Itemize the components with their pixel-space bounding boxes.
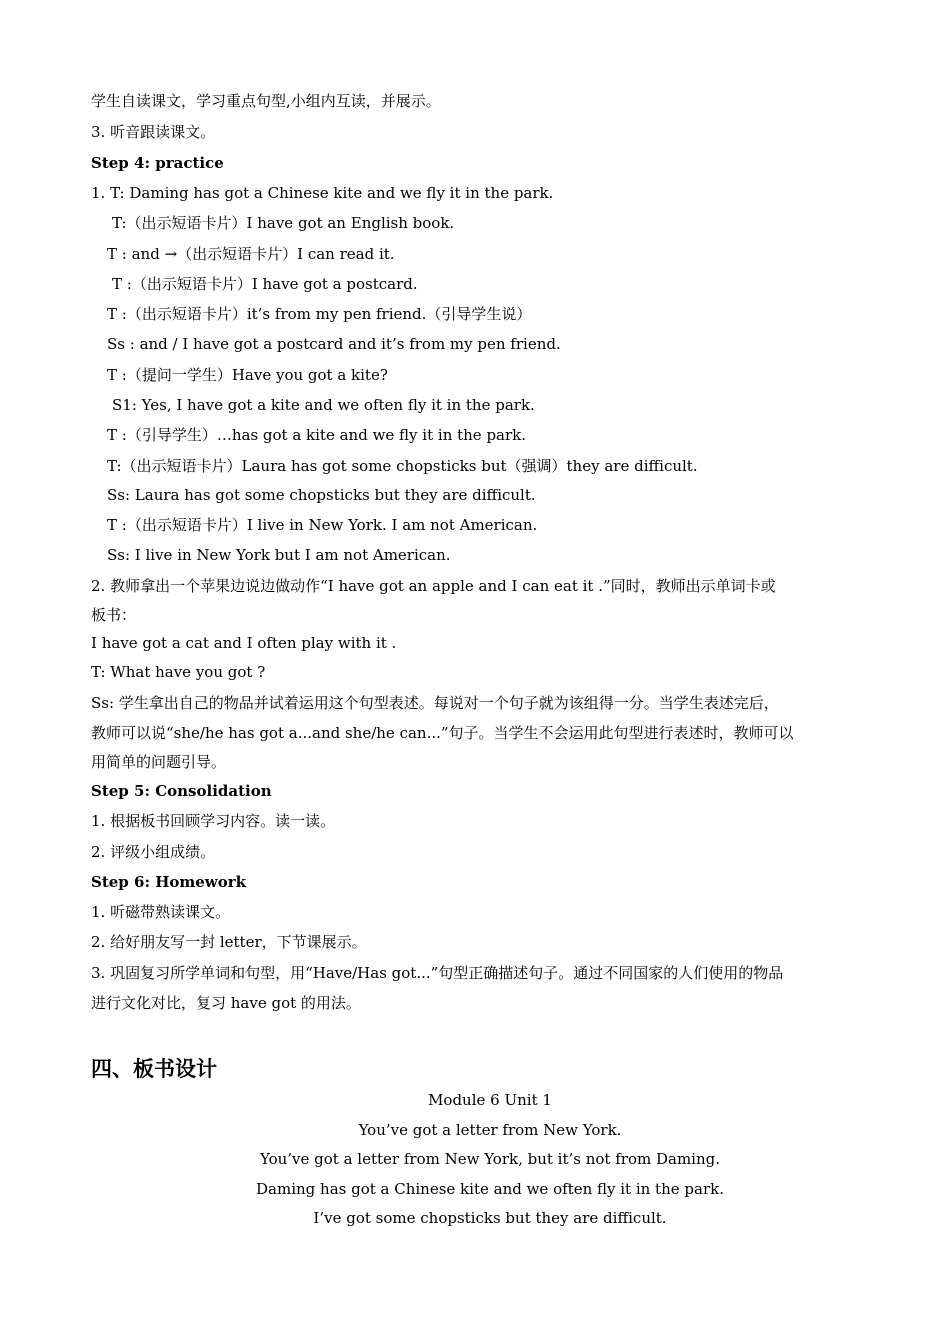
dialogue-line: T :（提问一学生）Have you got a kite? bbox=[107, 366, 388, 384]
text-line: 1. 听磁带熟读课文。 bbox=[91, 903, 231, 921]
dialogue-line: Ss : and / I have got a postcard and it’s from my pen friend. bbox=[107, 335, 561, 353]
text-line: Ss: 学生拿出自己的物品并试着运用这个句型表述。每说对一个句子就为该组得一分。当学生表述完后， bbox=[91, 694, 779, 712]
section-title: 四、板书设计 bbox=[91, 1057, 217, 1081]
text-line: 3. 听音跟读课文。 bbox=[91, 123, 216, 141]
dialogue-line: T:（出示短语卡片）I have got an English book. bbox=[112, 214, 455, 232]
text-line: 2. 教师拿出一个苹果边说边做动作“I have got an apple and I can eat it .”同时，教师出示单词卡或 bbox=[91, 577, 776, 595]
dialogue-line: S1: Yes, I have got a kite and we often fly it in the park. bbox=[112, 396, 535, 414]
dialogue-line: T:（出示短语卡片）Laura has got some chopsticks but（强调）they are difficult. bbox=[107, 457, 698, 475]
dialogue-line: T :（出示短语卡片）I have got a postcard. bbox=[112, 275, 418, 293]
text-line: 1. T: Daming has got a Chinese kite and we fly it in the park. bbox=[91, 184, 554, 202]
dialogue-line: T :（出示短语卡片）I live in New York. I am not American. bbox=[107, 516, 538, 534]
step-heading: Step 4: practice bbox=[91, 154, 224, 172]
text-line: 2. 给好朋友写一封 letter，下节课展示。 bbox=[91, 933, 367, 951]
dialogue-line: Ss: Laura has got some chopsticks but they are difficult. bbox=[107, 486, 536, 504]
text-line: 进行文化对比，复习 have got 的用法。 bbox=[91, 994, 361, 1012]
dialogue-line: Ss: I live in New York but I am not American. bbox=[107, 546, 451, 564]
dialogue-line: T : and →（出示短语卡片）I can read it. bbox=[107, 245, 395, 263]
text-line: 用简单的问题引导。 bbox=[91, 753, 227, 771]
text-line: 2. 评级小组成绩。 bbox=[91, 843, 216, 861]
text-line: 教师可以说“she/he has got a...and she/he can...”句子。当学生不会运用此句型进行表述时，教师可以 bbox=[91, 724, 794, 742]
step-heading: Step 5: Consolidation bbox=[91, 782, 272, 800]
board-title: Module 6 Unit 1 bbox=[428, 1091, 552, 1109]
text-line: 学生自读课文，学习重点句型,小组内互读，并展示。 bbox=[91, 92, 441, 110]
text-line: 板书： bbox=[91, 606, 137, 624]
board-line: I’ve got some chopsticks but they are difficult. bbox=[313, 1209, 667, 1227]
text-line: I have got a cat and I often play with it . bbox=[91, 634, 397, 652]
text-line: 1. 根据板书回顾学习内容。读一读。 bbox=[91, 812, 336, 830]
dialogue-line: T :（引导学生）…has got a kite and we fly it in the park. bbox=[107, 426, 527, 444]
step-heading: Step 6: Homework bbox=[91, 873, 247, 891]
board-line: You’ve got a letter from New York, but it’s not from Daming. bbox=[259, 1150, 720, 1168]
dialogue-line: T :（出示短语卡片）it’s from my pen friend.（引导学生说） bbox=[107, 305, 532, 323]
board-line: You’ve got a letter from New York. bbox=[358, 1121, 622, 1139]
text-line: T: What have you got ? bbox=[91, 663, 266, 681]
board-line: Daming has got a Chinese kite and we often fly it in the park. bbox=[256, 1180, 724, 1198]
text-line: 3. 巩固复习所学单词和句型，用“Have/Has got...”句型正确描述句子。通过不同国家的人们使用的物品 bbox=[91, 964, 784, 982]
